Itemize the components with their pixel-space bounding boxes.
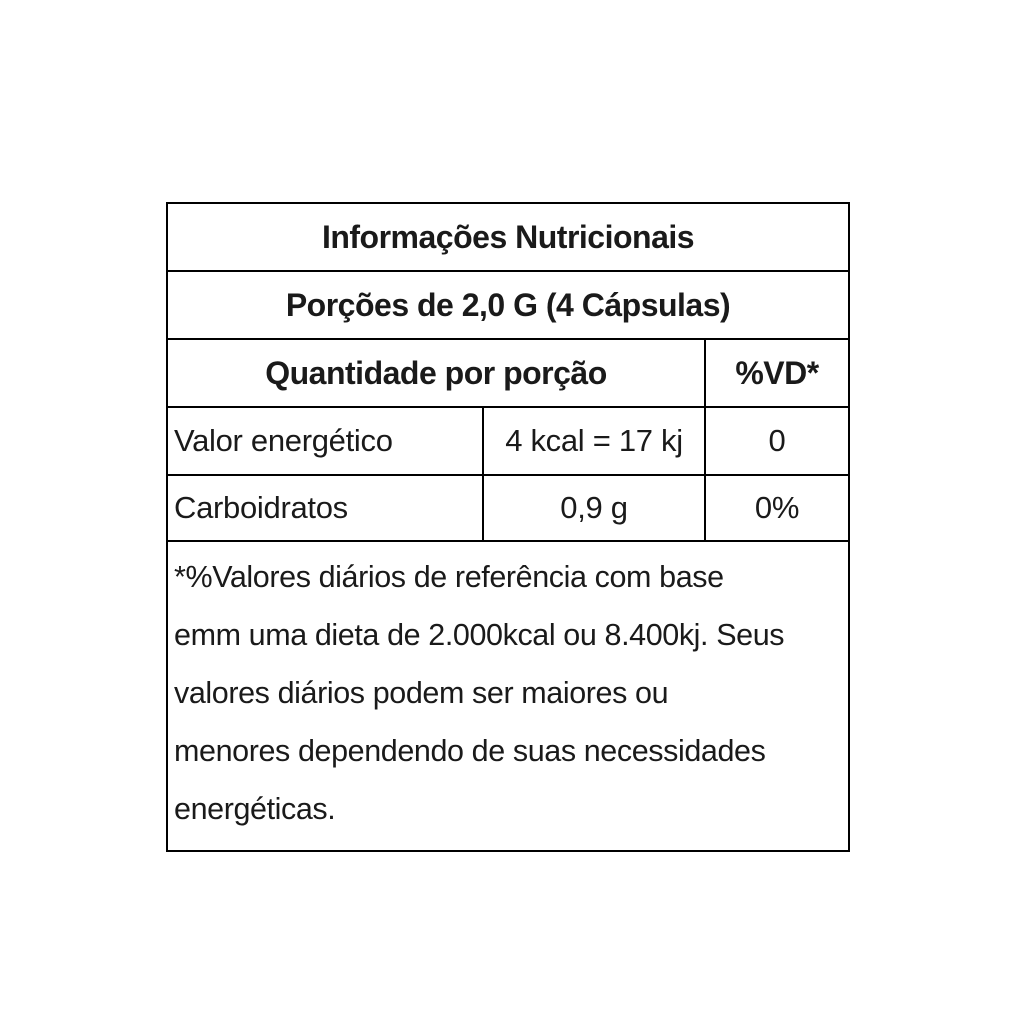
footnote-line: *%Valores diários de referência com base bbox=[174, 560, 724, 594]
table-row bbox=[168, 476, 848, 542]
nutrient-name: Carboidratos bbox=[174, 490, 348, 525]
footnote-line: energéticas. bbox=[174, 792, 336, 826]
table-title-row bbox=[168, 204, 848, 272]
portion-size: Porções de 2,0 G (4 Cápsulas) bbox=[285, 286, 731, 323]
nutrient-name: Valor energético bbox=[174, 423, 393, 458]
footnote-line: valores diários podem ser maiores ou bbox=[174, 676, 669, 710]
header-row bbox=[168, 340, 848, 408]
nutrient-dv: 0% bbox=[704, 476, 848, 540]
nutrient-amount: 4 kcal = 17 kj bbox=[482, 408, 704, 474]
footnote-line: emm uma dieta de 2.000kcal ou 8.400kj. Seus bbox=[174, 618, 785, 652]
table-title: Informações Nutricionais bbox=[321, 218, 695, 255]
nutrient-amount: 0,9 g bbox=[482, 476, 704, 540]
nutrient-dv: 0 bbox=[704, 408, 848, 474]
footnote-line: menores dependendo de suas necessidades bbox=[174, 734, 766, 768]
portion-row bbox=[168, 272, 848, 340]
dv-header: %VD* bbox=[704, 340, 848, 406]
table-row bbox=[168, 408, 848, 476]
footnote bbox=[174, 548, 844, 838]
nutrition-facts-table bbox=[166, 202, 850, 852]
quantity-header: Quantidade por porção bbox=[265, 354, 607, 391]
